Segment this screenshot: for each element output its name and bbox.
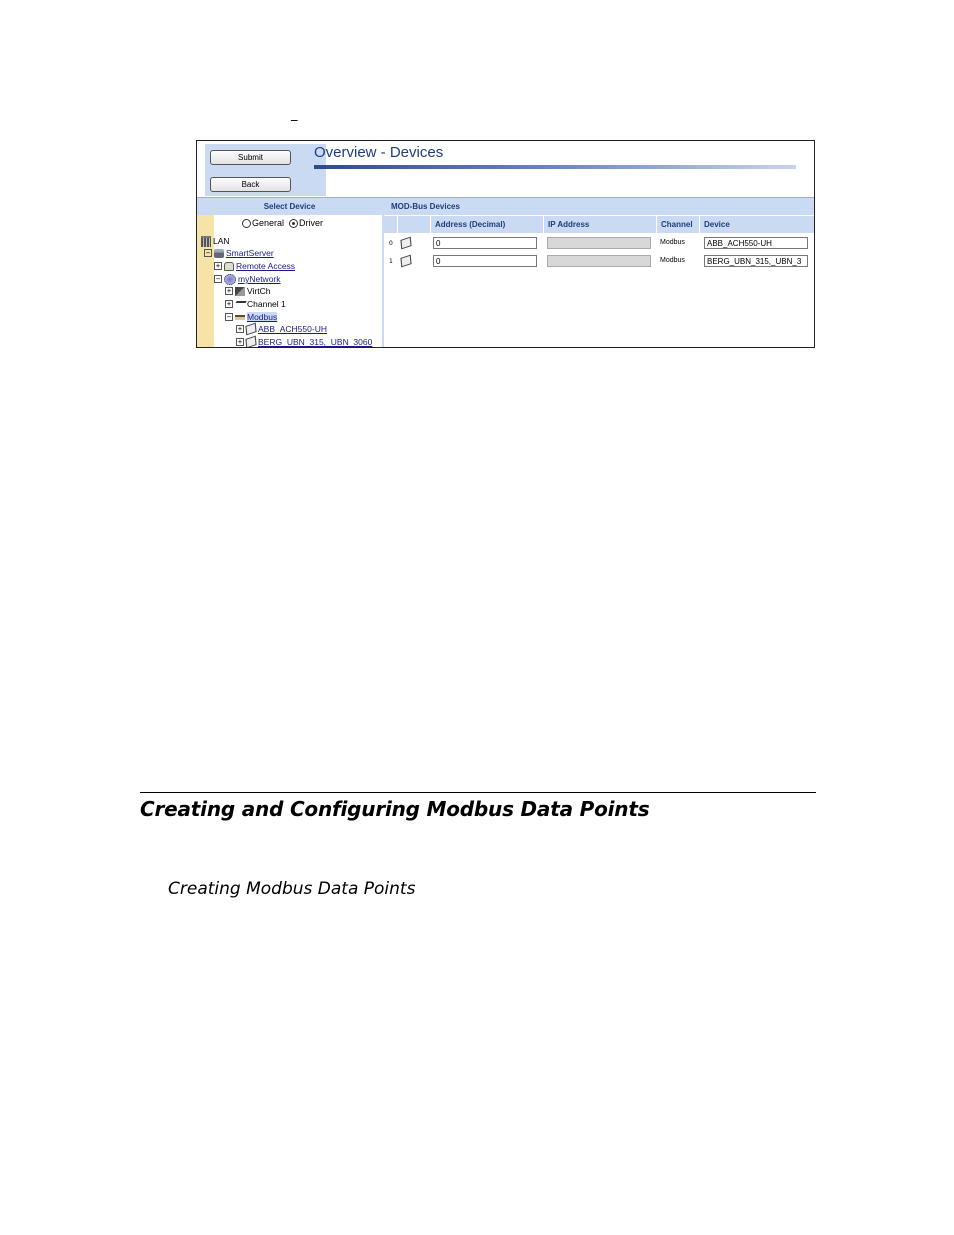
tree-item-virtch[interactable]: [225, 285, 270, 297]
tree-item-remote-access[interactable]: [214, 260, 295, 272]
back-button[interactable]: Back: [210, 177, 291, 192]
modbus-devices-header: MOD-Bus Devices: [384, 198, 814, 215]
radio-general-circle[interactable]: [242, 219, 251, 228]
modbus-devices-pane: [384, 198, 814, 347]
select-device-header: Select Device: [197, 198, 382, 215]
column-header-device: Device: [700, 216, 814, 233]
row-index: 0: [389, 240, 393, 247]
collapse-icon[interactable]: −: [215, 275, 221, 283]
tree-item-label[interactable]: SmartServer: [226, 248, 274, 258]
radio-general-label: General: [252, 218, 285, 228]
device-icon[interactable]: [400, 237, 411, 250]
device-icon: [245, 323, 256, 336]
expand-icon[interactable]: +: [226, 287, 232, 295]
channel-icon: [233, 301, 246, 307]
column-header-icon: [398, 216, 431, 233]
section-rule: [140, 792, 816, 793]
channel-value: Modbus: [660, 239, 685, 246]
expand-icon[interactable]: +: [226, 300, 232, 308]
tree-item-label[interactable]: BERG_UBN_315,_UBN_3060: [258, 337, 373, 347]
tree-item-berg-device[interactable]: [236, 336, 372, 348]
page-title: Overview - Devices: [314, 144, 444, 161]
section-heading: Creating and Configuring Modbus Data Points: [140, 797, 650, 821]
phone-icon: [224, 262, 234, 271]
tree-item-label[interactable]: myNetwork: [238, 274, 281, 284]
device-name-input[interactable]: ABB_ACH550-UH: [704, 237, 808, 249]
radio-driver-label: Driver: [299, 218, 324, 228]
stray-mark: _: [291, 107, 298, 122]
device-name-input[interactable]: BERG_UBN_315,_UBN_3: [704, 255, 808, 267]
expand-icon[interactable]: +: [215, 262, 221, 270]
tree-item-smartserver[interactable]: [204, 247, 274, 259]
radio-driver[interactable]: [289, 218, 323, 228]
table-row[interactable]: [384, 253, 814, 270]
tree-item-label: LAN: [213, 236, 230, 246]
column-header-address: Address (Decimal): [431, 216, 544, 233]
column-header-ip: IP Address: [544, 216, 657, 233]
device-icon: [245, 336, 256, 348]
button-panel: [205, 144, 326, 196]
address-input[interactable]: 0: [433, 255, 537, 267]
tree-item-label[interactable]: ABB_ACH550-UH: [258, 324, 327, 334]
virtual-channel-icon: [235, 287, 245, 296]
tree-item-label[interactable]: Remote Access: [236, 261, 296, 271]
collapse-icon[interactable]: −: [226, 313, 232, 321]
tree-item-abb-device[interactable]: [236, 323, 327, 335]
tree-item-label[interactable]: Modbus: [247, 312, 278, 322]
device-icon[interactable]: [400, 255, 411, 268]
tree-item-channel-1[interactable]: [225, 298, 286, 310]
collapse-icon[interactable]: −: [205, 249, 211, 257]
channel-value: Modbus: [660, 257, 685, 264]
expand-icon[interactable]: +: [237, 325, 243, 333]
tree-item-mynetwork[interactable]: [214, 273, 281, 285]
select-device-pane: [197, 198, 382, 347]
expand-icon[interactable]: +: [237, 338, 243, 346]
ip-address-input: [547, 255, 651, 267]
tree-item-label[interactable]: Channel 1: [247, 299, 286, 309]
submit-button[interactable]: Submit: [210, 150, 291, 165]
network-icon: [224, 274, 236, 285]
column-header-index: [384, 216, 398, 233]
address-input[interactable]: 0: [433, 237, 537, 249]
title-underline: [314, 165, 796, 169]
server-icon: [214, 249, 224, 258]
radio-general[interactable]: [242, 218, 284, 228]
embedded-screenshot: [196, 140, 815, 348]
tree-item-lan[interactable]: [201, 235, 230, 247]
row-index: 1: [389, 258, 393, 265]
view-mode-radios: [242, 218, 323, 228]
lan-icon: [201, 236, 211, 247]
modbus-icon: [235, 315, 245, 320]
tree-item-modbus[interactable]: [225, 311, 277, 323]
table-row[interactable]: [384, 235, 814, 252]
subsection-heading: Creating Modbus Data Points: [168, 879, 416, 899]
column-header-channel: Channel: [657, 216, 700, 233]
radio-driver-circle[interactable]: [289, 219, 298, 228]
tree-item-label[interactable]: VirtCh: [247, 286, 271, 296]
ip-address-input: [547, 237, 651, 249]
